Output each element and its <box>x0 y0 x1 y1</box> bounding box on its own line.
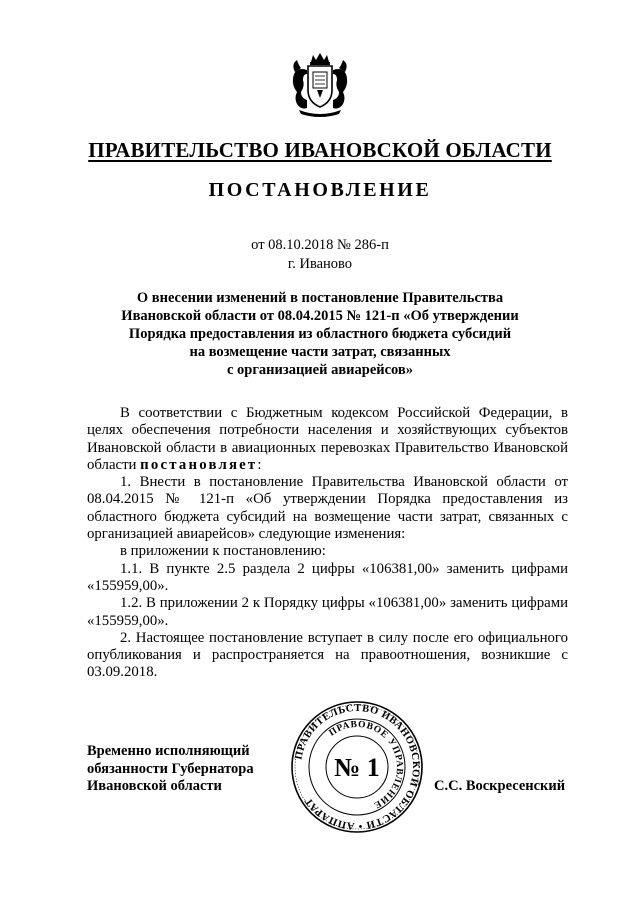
intro-paragraph <box>87 405 568 474</box>
seal-inner-text: ПРАВОВОЕ УПРАВЛЕНИЕ <box>327 719 405 810</box>
signer-position-line: обязанности Губернатора <box>87 760 254 777</box>
item-1: 1. Внести в постановление Правительства Ивановской области от 08.04.2015 № 121-п «Об утверждении Порядка предоставления из областного бюджета субсидий на возмещение части затрат, связанных с организацией авиарейсов» следующие изменения: <box>87 474 568 543</box>
subject-line: с организацией авиарейсов» <box>226 362 414 378</box>
intro-text: В соответствии с Бюджетным кодексом Российской Федерации, в целях обеспечения потребности населения и хозяйствующих субъектов Ивановской области в авиационных перевозках Правительство Ивановской области <box>87 405 568 473</box>
signer-position <box>87 743 254 796</box>
coat-of-arms-icon <box>289 52 351 118</box>
subject-line: О внесении изменений в постановление Правительства <box>136 290 504 306</box>
subject-line: Порядка предоставления из областного бюджета субсидий <box>128 326 512 342</box>
item-1-1: 1.1. В пункте 2.5 раздела 2 цифры «106381,00» заменить цифрами «155959,00». <box>87 560 568 594</box>
official-seal-stamp <box>290 700 424 834</box>
item-1-sub: в приложении к постановлению: <box>120 543 326 560</box>
subject-line: Ивановской области от 08.04.2015 № 121-п «Об утверждении <box>121 308 519 324</box>
signer-name: С.С. Воскресенский <box>434 778 566 794</box>
intro-end: : <box>257 456 262 473</box>
government-title: ПРАВИТЕЛЬСТВО ИВАНОВСКОЙ ОБЛАСТИ <box>88 138 552 162</box>
date-number: от 08.10.2018 № 286-п <box>251 237 389 253</box>
decree-word: постановляет <box>140 456 258 473</box>
document-type: ПОСТАНОВЛЕНИЕ <box>208 179 432 201</box>
item-2: 2. Настоящее постановление вступает в силу после его официального опубликования и распространяется на правоотношения, возникшие с 03.09.2018. <box>87 629 568 681</box>
seal-number: № 1 <box>334 753 380 782</box>
item-1-2: 1.2. В приложении 2 к Порядку цифры «106381,00» заменить цифрами «155959,00». <box>87 595 568 629</box>
city: г. Иваново <box>287 256 353 272</box>
seal-outer-text: ПРАВИТЕЛЬСТВО ИВАНОВСКОЙ ОБЛАСТИ • АППАРАТ <box>293 702 422 832</box>
subject-line: на возмещение части затрат, связанных <box>189 344 451 360</box>
signer-position-line: Ивановской области <box>87 778 222 794</box>
document-subject <box>60 289 580 379</box>
document-body <box>87 405 568 682</box>
signer-position-line: Временно исполняющий <box>87 743 250 759</box>
